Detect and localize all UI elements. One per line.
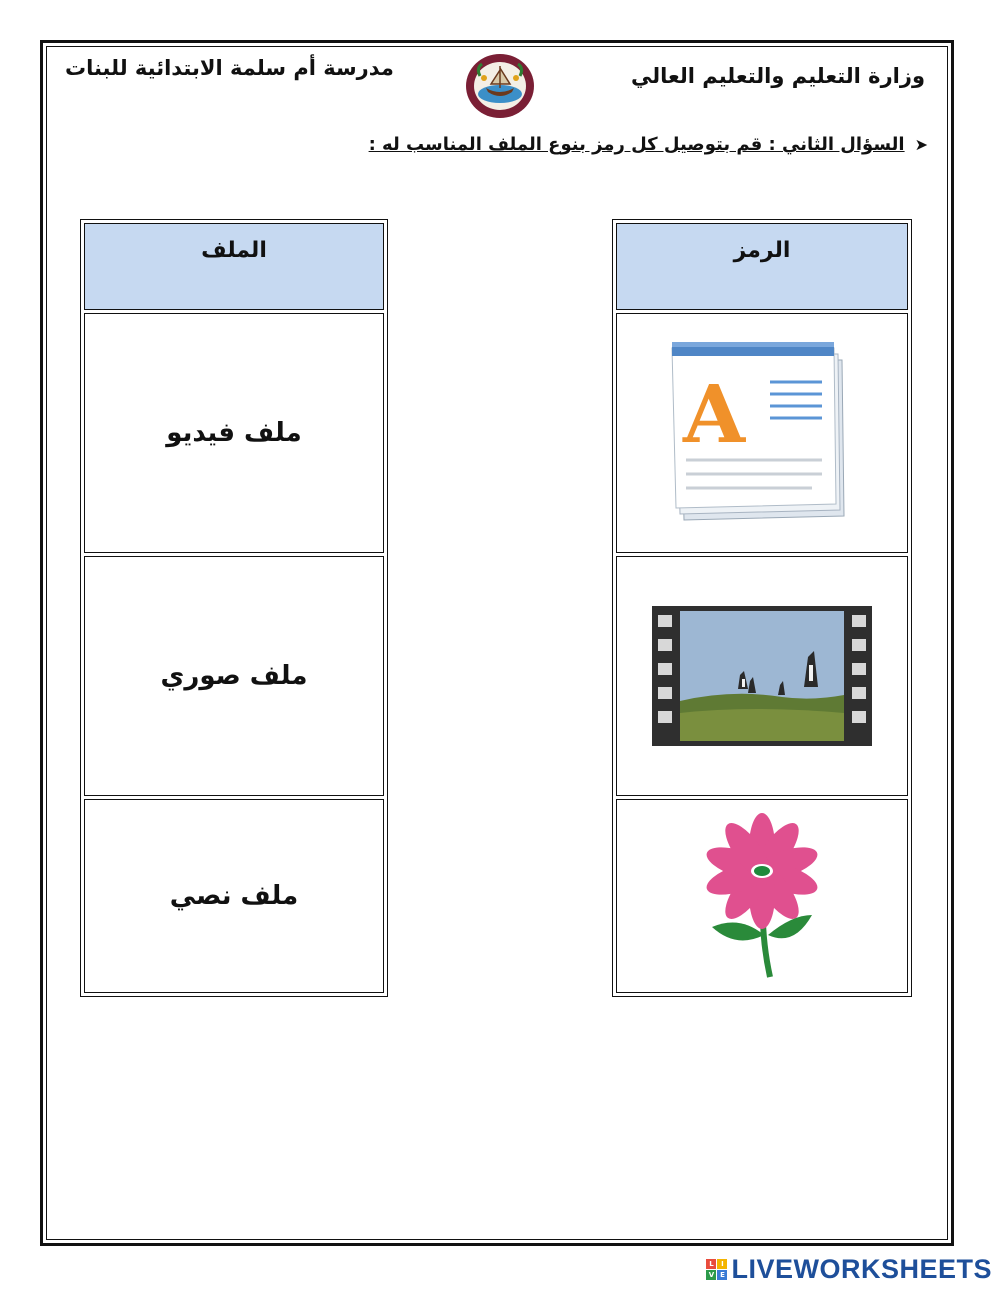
flower-image-icon <box>652 811 872 981</box>
file-item-text[interactable]: ملف نصي <box>84 799 384 993</box>
ministry-title: وزارة التعليم والتعليم العالي <box>630 64 925 88</box>
arrow-bullet-icon: ➤ <box>914 135 928 154</box>
file-table-header: الملف <box>84 223 384 310</box>
question-line <box>369 134 928 155</box>
symbol-table <box>612 219 912 997</box>
school-name: مدرسة أم سلمة الابتدائية للبنات <box>65 56 394 80</box>
file-table <box>80 219 388 997</box>
text-document-icon <box>662 338 862 528</box>
symbol-cell-document[interactable] <box>616 313 908 553</box>
question-text: السؤال الثاني : قم بتوصيل كل رمز بنوع الملف المناسب له : <box>368 134 905 155</box>
symbol-table-header: الرمز <box>616 223 908 310</box>
file-item-image[interactable]: ملف صوري <box>84 556 384 796</box>
brand-text: LIVEWORKSHEETS <box>731 1254 992 1284</box>
video-film-icon <box>652 601 872 751</box>
symbol-cell-video[interactable] <box>616 556 908 796</box>
emblem-icon <box>462 48 538 120</box>
svg-text:A: A <box>682 367 746 461</box>
liveworksheets-logo[interactable] <box>706 1254 992 1285</box>
logo-grid-icon: L I V E <box>706 1259 727 1280</box>
symbol-cell-image[interactable] <box>616 799 908 993</box>
file-item-video[interactable]: ملف فيديو <box>84 313 384 553</box>
